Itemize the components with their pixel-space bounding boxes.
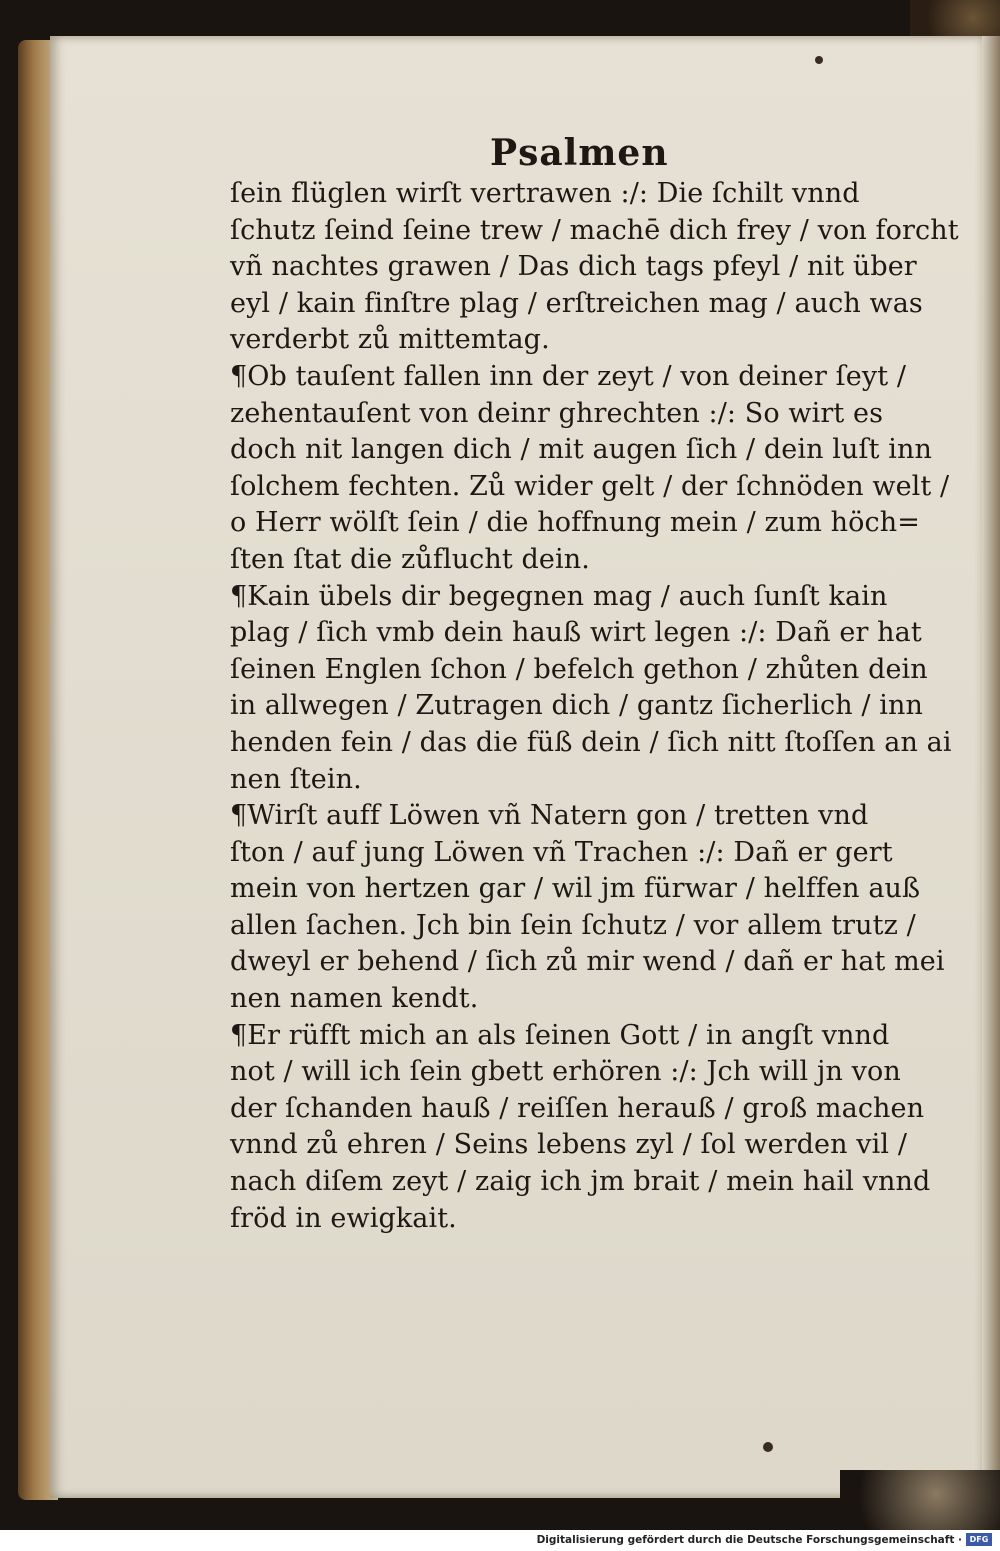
- text-line: eyl / kain finſtre plag / erſtreichen mag / auch was: [230, 287, 923, 319]
- text-line: ¶Kain übels dir begegnen mag / auch ſunſt kain: [230, 580, 888, 612]
- text-line: allen ſachen. Jch bin ſein ſchutz / vor allem trutz /: [230, 909, 916, 941]
- ink-spot: [815, 56, 823, 64]
- text-line: vñ nachtes grawen / Das dich tags pfeyl / nit über: [230, 251, 917, 283]
- text-line: o Herr wölſt ſein / die hoffnung mein / zum höch=: [230, 507, 920, 539]
- page-bottom-wear: [840, 1470, 1000, 1530]
- text-line: nen ſtein.: [230, 763, 362, 795]
- text-line: in allwegen / Zutragen dich / gantz ſicherlich / inn: [230, 690, 924, 722]
- text-line: ſton / auf jung Löwen vñ Trachen :/: Dañ er gert: [230, 836, 893, 868]
- text-line: ſchutz ſeind ſeine trew / machē dich frey / von forcht: [230, 214, 959, 246]
- text-line: zehentauſent von deinr ghrechten :/: So wirt es: [230, 397, 884, 429]
- text-line: dweyl er behend / ſich zů mir wend / dañ er hat mei: [230, 946, 945, 978]
- text-line: mein von hertzen gar / wil jm fürwar / helffen auß: [230, 873, 921, 905]
- text-line: der ſchanden hauß / reiſſen herauß / groß machen: [230, 1092, 925, 1124]
- page-corner-wear: [910, 0, 1000, 36]
- text-line: nen namen kendt.: [230, 983, 479, 1015]
- text-line: ſten ſtat die zůflucht dein.: [230, 543, 590, 575]
- dfg-logo-icon: DFG: [966, 1533, 992, 1546]
- text-line: henden fein / das die füß dein / ſich nitt ſtoſſen an ai: [230, 726, 952, 758]
- text-line: doch nit langen dich / mit augen ſich / dein luſt inn: [230, 434, 932, 466]
- text-line: ¶Ob tauſent fallen inn der zeyt / von deiner ſeyt /: [230, 360, 907, 392]
- footer-credit: Digitalisierung gefördert durch die Deutsche Forschungsgemeinschaft ·: [536, 1534, 962, 1546]
- text-line: ſolchem fechten. Zů wider gelt / der ſchnöden welt /: [230, 470, 950, 502]
- text-line: vnnd zů ehren / Seins lebens zyl / ſol werden vil /: [230, 1129, 908, 1161]
- text-line: plag / ſich vmb dein hauß wirt legen :/: Dañ er hat: [230, 617, 922, 649]
- page-right-edge: [982, 36, 1000, 1498]
- text-line: ſein flüglen wirſt vertrawen :/: Die ſchilt vnnd: [230, 178, 860, 209]
- text-line: not / will ich ſein gbett erhören :/: Jch will jn von: [230, 1056, 901, 1088]
- psalm-text: [230, 176, 960, 1237]
- text-line: nach diſem zeyt / zaig ich jm brait / mein hail vnnd: [230, 1166, 931, 1198]
- ink-spot: [763, 1442, 773, 1452]
- text-line: ¶Er rüfft mich an als ſeinen Gott / in angſt vnnd: [230, 1019, 890, 1051]
- text-line: fröd in ewigkait.: [230, 1202, 457, 1234]
- page-title: Psalmen: [490, 132, 669, 174]
- text-line: ¶Wirſt auff Löwen vñ Natern gon / tretten vnd: [230, 800, 869, 832]
- text-line: verderbt zů mittemtag.: [230, 324, 550, 356]
- text-line: ſeinen Englen ſchon / befelch gethon / zhůten dein: [230, 653, 928, 685]
